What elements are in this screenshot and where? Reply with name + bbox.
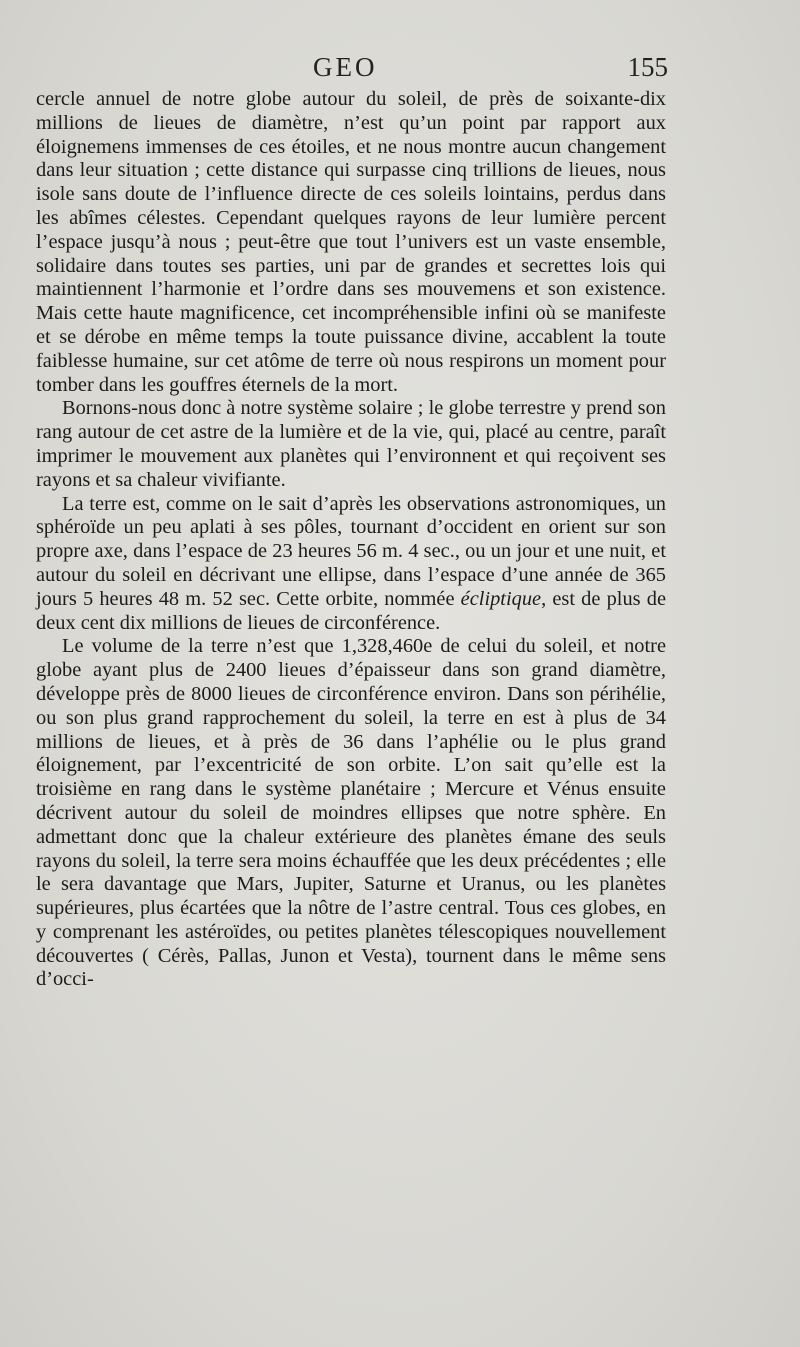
body-text xyxy=(36,88,666,992)
paragraph-text: , est de plus de deux cent dix millions de lieues de circonférence. xyxy=(36,587,666,634)
running-head: GEO xyxy=(313,52,378,82)
paragraph-2 xyxy=(36,397,666,492)
paragraph-3 xyxy=(36,493,666,636)
paragraph-text: La terre est, comme on le sait d’après les observations astronomiques, un sphéroïde un peu aplati à ses pôles, tournant d’occident en orient sur son propre axe, dans l’espace de 23 heures 56 m. 4 sec., ou un jour et une nuit, et autour du soleil en décrivant une ellipse, dans l’espace d’une année de 365 jours 5 heures 48 m. 52 sec. Cette orbite, nommée xyxy=(36,492,666,610)
paragraph-text: Le volume de la terre n’est que 1,328,460e de celui du soleil, et notre globe ayant plus de 2400 lieues d’épaisseur dans son grand diamètre, développe près de 8000 lieues de circonférence environ. Dans son périhélie, ou son plus grand rapprochement du soleil, la terre en est à plus de 34 millions de lieues, et à près de 36 dans l’aphélie ou le plus grand éloignement, par l’excentricité de son orbite. L’on sait qu’elle est la troisième en rang dans le système planétaire ; Mercure et Vénus ensuite décrivent autour du soleil de moindres ellipses que notre sphère. En admettant donc que la chaleur extérieure des planètes émane des seuls rayons du soleil, la terre sera moins échauffée que les deux précédentes ; elle le sera davantage que Mars, Jupiter, Saturne et Uranus, ou les planètes supérieures, plus écartées que la nôtre de l’astre central. Tous ces globes, en y comprenant les astéroïdes, ou petites planètes télescopiques nouvellement découvertes ( Cérès, Pallas, Junon et Vesta), tournent dans le même sens d’occi- xyxy=(36,635,666,991)
paragraph-text: Bornons-nous donc à notre système solaire ; le globe terrestre y prend son rang autour de cet astre de la lumière et de la vie, qui, placé au centre, paraît imprimer le mouvement aux planètes qui l’environnent et qui reçoivent ses rayons et sa chaleur vivifiante. xyxy=(36,397,666,491)
italic-term: écliptique xyxy=(460,587,542,610)
paragraph-text: cercle annuel de notre globe autour du soleil, de près de soixante-dix millions de lieues de diamètre, n’est qu’un point par rapport aux éloignemens immenses de ces étoiles, et ne nous montre aucun changement dans leur situation ; cette distance qui surpasse cinq trillions de lieues, nous isole sans doute de l’influence directe de ces soleils lointains, perdus dans les abîmes célestes. Cependant quelques rayons de leur lumière percent l’espace jusqu’à nous ; peut-être que tout l’univers est un vaste ensemble, solidaire dans toutes ses parties, uni par de grandes et secrettes lois qui maintiennent l’harmonie et l’ordre dans ses mouvemens et son existence. Mais cette haute magnificence, cet incompréhensible infini où se manifeste et se dérobe en même temps la toute puissance divine, accablent la toute faiblesse humaine, sur cet atôme de terre où nous respirons un moment pour tomber dans les gouffres éternels de la mort. xyxy=(36,88,666,396)
paragraph-1 xyxy=(36,88,666,397)
paragraph-4 xyxy=(36,635,666,992)
page-header xyxy=(36,52,668,86)
page-number: 155 xyxy=(627,52,668,82)
